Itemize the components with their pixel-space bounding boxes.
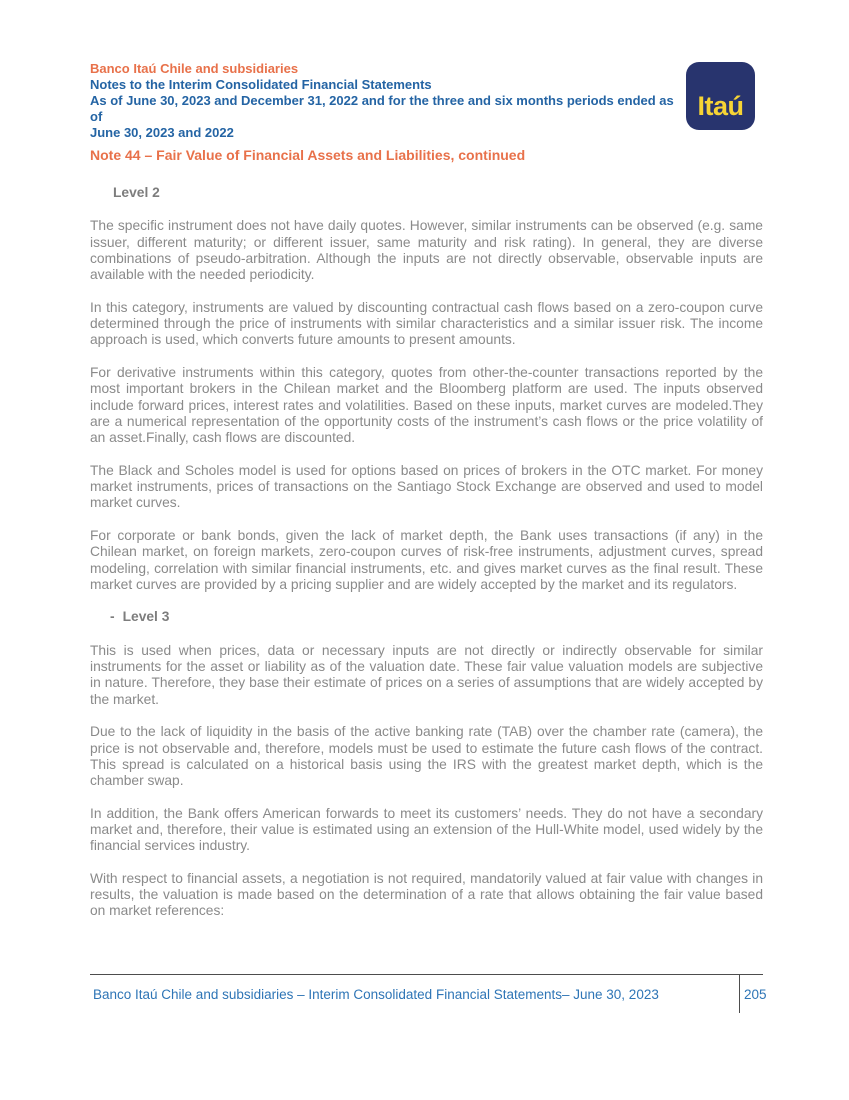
company-name: Banco Itaú Chile and subsidiaries (90, 61, 299, 76)
paragraph: With respect to financial assets, a negotiation is not required, mandatorily valued at fair value with changes in results, the valuation is made based on the determination of a rate that allows obtaining the fair value based on market references: (90, 870, 763, 919)
paragraph: The specific instrument does not have daily quotes. However, similar instruments can be observed (e.g. same issuer, different maturity; or different issuer, same maturity and risk rating). In general, they are diverse combinations of pseudo-arbitration. Although the inputs are not directly observable, observable inputs are available with the needed periodicity. (90, 218, 763, 283)
paragraph: In addition, the Bank offers American forwards to meet its customers’ needs. They do not have a secondary market and, therefore, their value is estimated using an extension of the Hull-White model, used widely by the financial services industry. (90, 805, 763, 854)
level3-heading (110, 609, 763, 625)
note-title: Note 44 – Fair Value of Financial Assets and Liabilities, continued (90, 147, 526, 163)
paragraph: The Black and Scholes model is used for options based on prices of brokers in the OTC market. For money market instruments, prices of transactions on the Santiago Stock Exchange are observed and used to model market curves. (90, 462, 763, 511)
document-header (90, 61, 675, 141)
level3-heading-label: Level 3 (122, 609, 170, 625)
page-footer (90, 974, 767, 1002)
footer-text: Banco Itaú Chile and subsidiaries – Interim Consolidated Financial Statements– June 30, 2023 (93, 987, 659, 1002)
level3-heading-dash: - (110, 609, 115, 625)
paragraph: In this category, instruments are valued by discounting contractual cash flows based on a zero-coupon curve determined through the price of instruments with similar characteristics and a similar issuer risk. The income approach is used, which converts future amounts to present amounts. (90, 299, 763, 348)
level2-heading: Level 2 (113, 185, 160, 200)
itau-logo-text: Itaú (697, 91, 744, 121)
itau-logo (686, 62, 755, 130)
paragraph: For derivative instruments within this category, quotes from other-the-counter transactions reported by the most important brokers in the Chilean market and the Bloomberg platform are used. The inputs observed include forward prices, interest rates and volatilities. Based on these inputs, market curves are modeled.They are a numerical representation of the opportunity costs of the instrument’s cash flows or the price volatility of an asset.Finally, cash flows are discounted. (90, 364, 763, 446)
paragraph: For corporate or bank bonds, given the lack of market depth, the Bank uses transactions (if any) in the Chilean market, on foreign markets, zero-coupon curves of risk-free instruments, adjustment curves, spread modeling, correlation with similar financial instruments, etc. and gives market curves as the final result. These market curves are provided by a pricing supplier and are widely accepted by the market and its regulators. (90, 527, 763, 592)
paragraph: Due to the lack of liquidity in the basis of the active banking rate (TAB) over the chamber rate (camera), the price is not observable and, therefore, models must be used to estimate the future cash flows of the contract. This spread is calculated on a historical basis using the IRS with the greatest market depth, which is the chamber swap. (90, 724, 763, 789)
header-subtitle-line-2: As of June 30, 2023 and December 31, 2022 and for the three and six months periods ended as of (90, 93, 674, 124)
paragraph: This is used when prices, data or necessary inputs are not directly or indirectly observable for similar instruments for the asset or liability as of the valuation date. These fair value valuation models are subjective in nature. Therefore, they base their estimate of prices on a series of assumptions that are widely accepted by the market. (90, 642, 763, 707)
page-number: 205 (744, 986, 767, 1002)
header-subtitle-line-3: June 30, 2023 and 2022 (90, 125, 234, 140)
note-body (90, 185, 763, 936)
header-subtitle-line-1: Notes to the Interim Consolidated Financial Statements (90, 77, 432, 92)
page-number-divider (739, 975, 767, 1013)
